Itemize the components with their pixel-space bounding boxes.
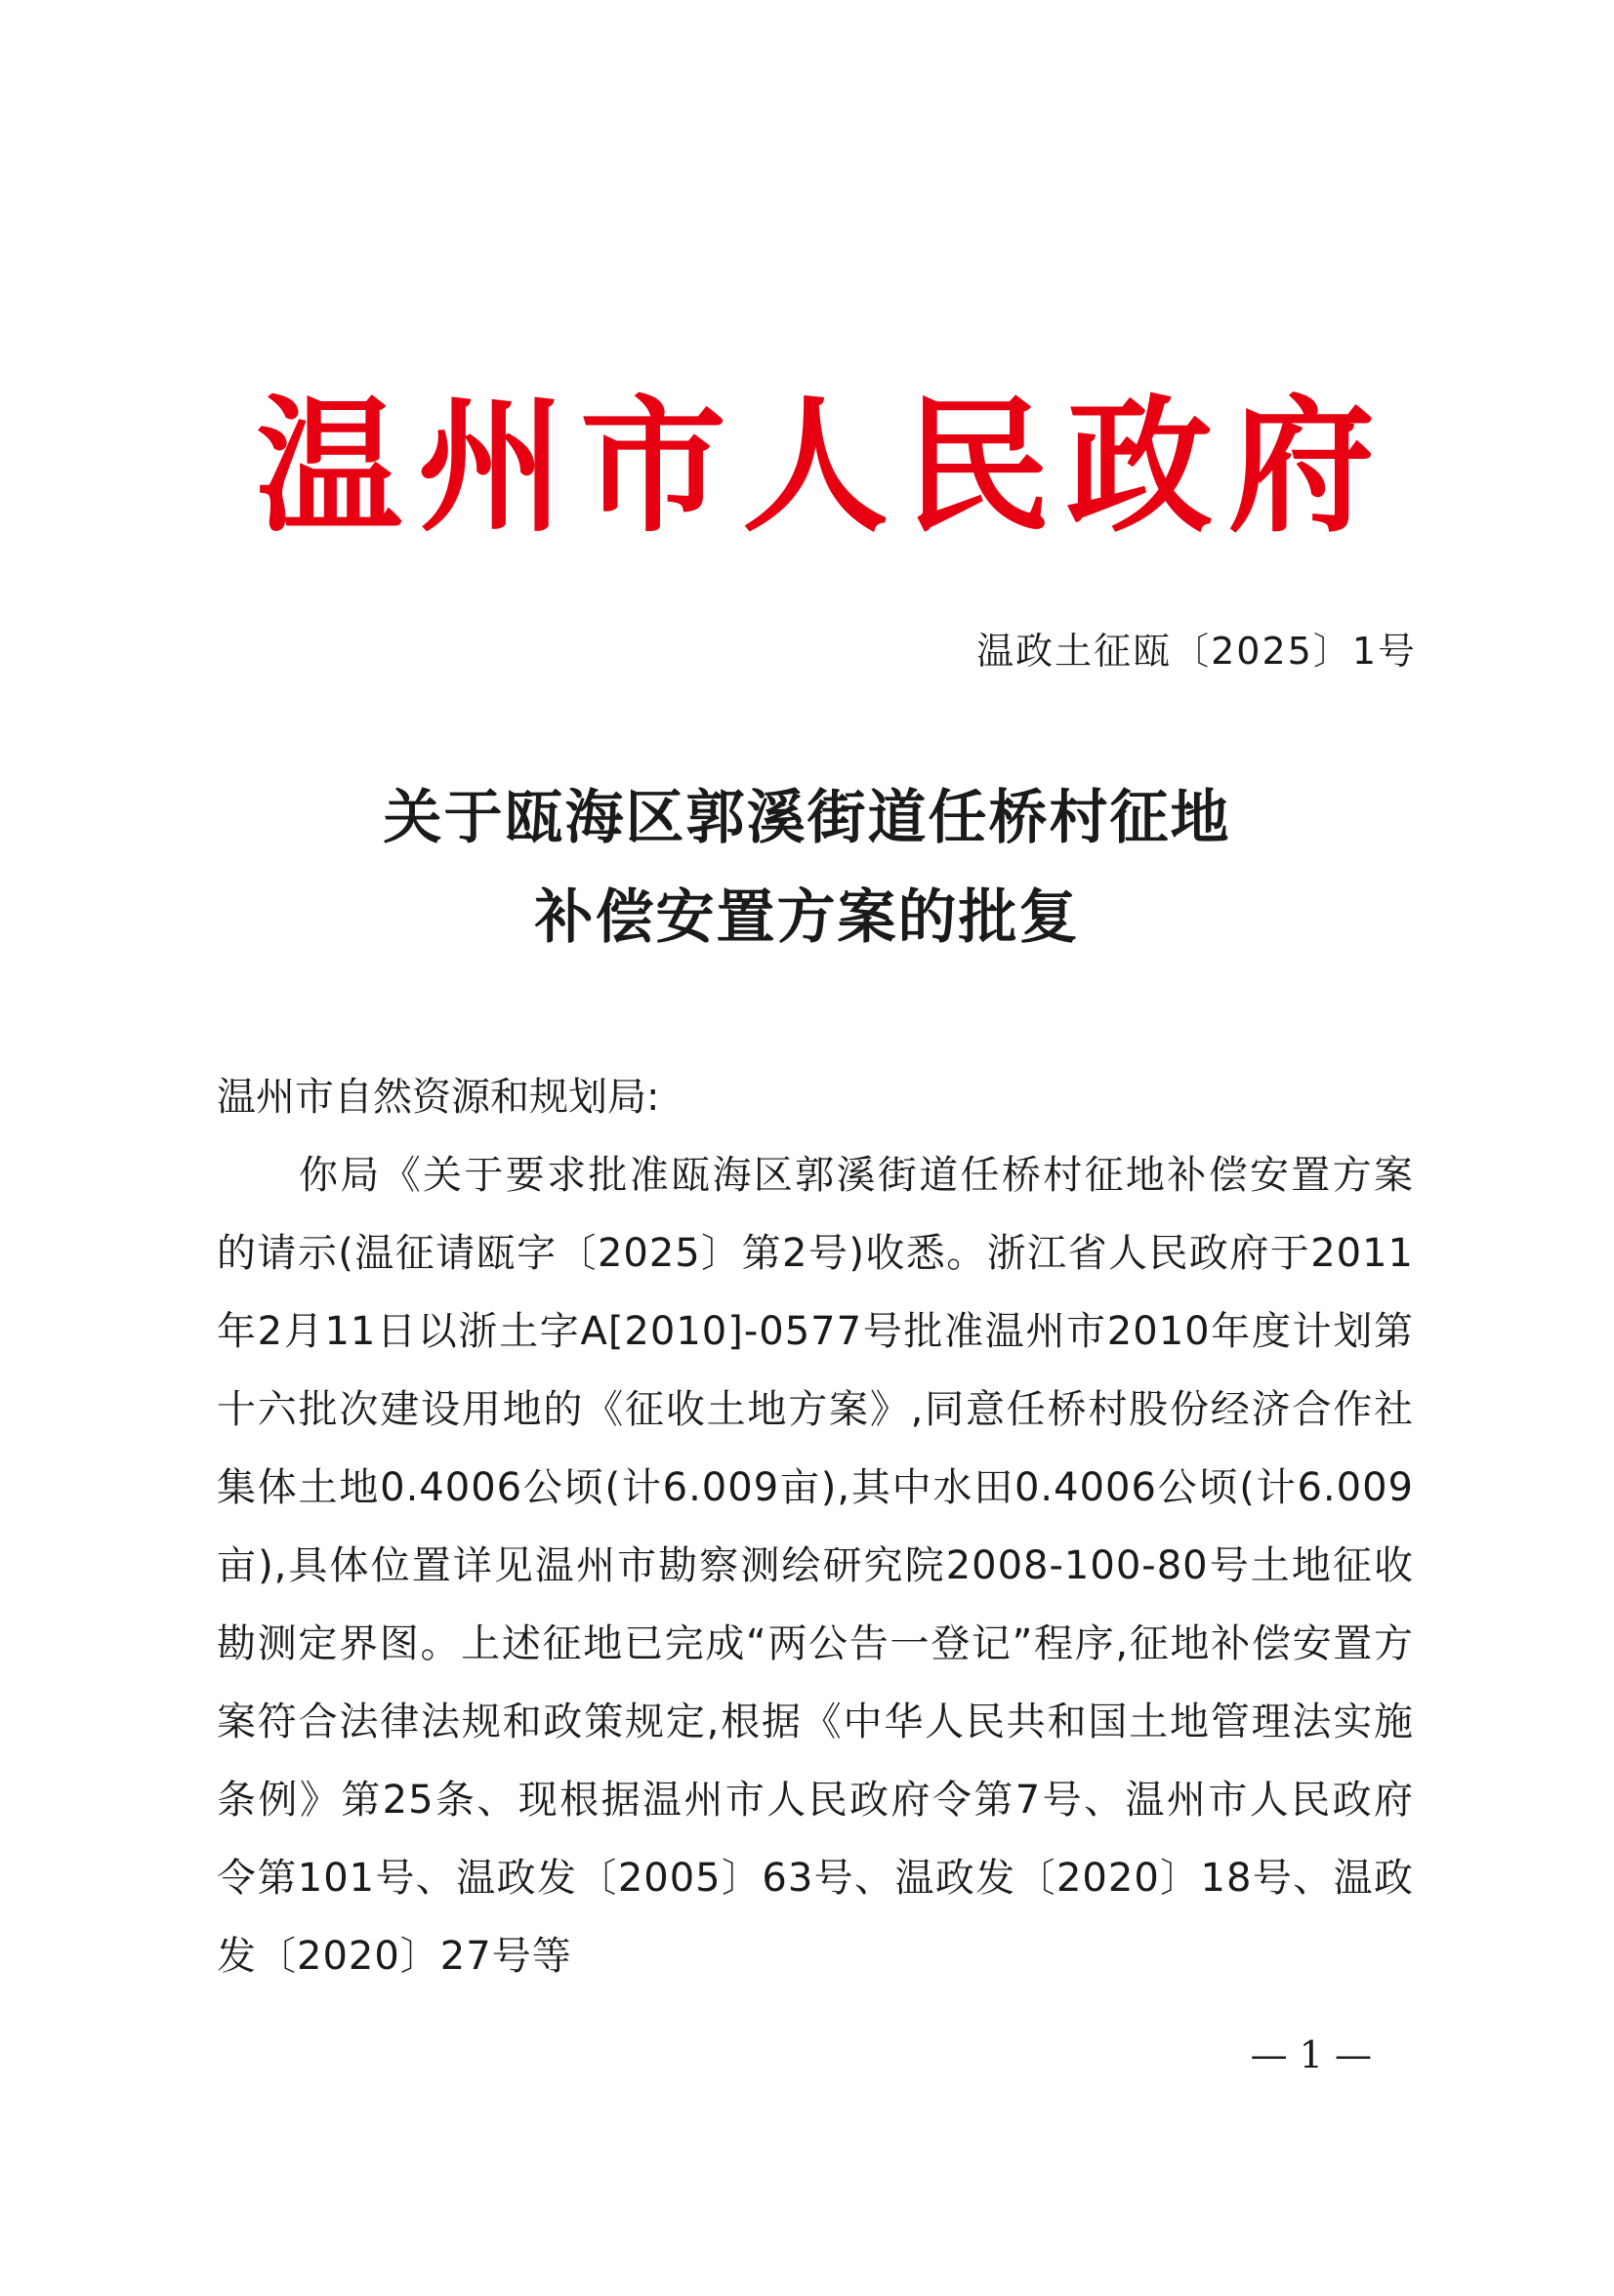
body-paragraph: 你局《关于要求批准瓯海区郭溪街道任桥村征地补偿安置方案的请示(温征请瓯字〔2025〕第2号)收悉。浙江省人民政府于2011年2月11日以浙土字A[2010]-0577号批准温州市2010年度计划第十六批次建设用地的《征收土地方案》,同意任桥村股份经济合作社集体土地0.4006公顷(计6.009亩),其中水田0.4006公顷(计6.009亩),具体位置详见温州市勘察测绘研究院2008-100-80号土地征收勘测定界图。上述征地已完成“两公告一登记”程序,征地补偿安置方案符合法律法规和政策规定,根据《中华人民共和国土地管理法实施条例》第25条、现根据温州市人民政府令第7号、温州市人民政府令第101号、温政发〔2005〕63号、温政发〔2020〕18号、温政发〔2020〕27号等 — [217, 1153, 1414, 1979]
page-number: — 1 — — [1250, 2033, 1372, 2076]
document-title-line-2: 补偿安置方案的批复 — [534, 883, 1080, 952]
document-title-line-1: 关于瓯海区郭溪街道任桥村征地 — [383, 784, 1231, 852]
addressee: 温州市自然资源和规划局: — [217, 1075, 660, 1120]
masthead-title: 温州市人民政府 — [256, 381, 1379, 553]
document-number: 温政土征瓯〔2025〕1号 — [976, 630, 1417, 673]
